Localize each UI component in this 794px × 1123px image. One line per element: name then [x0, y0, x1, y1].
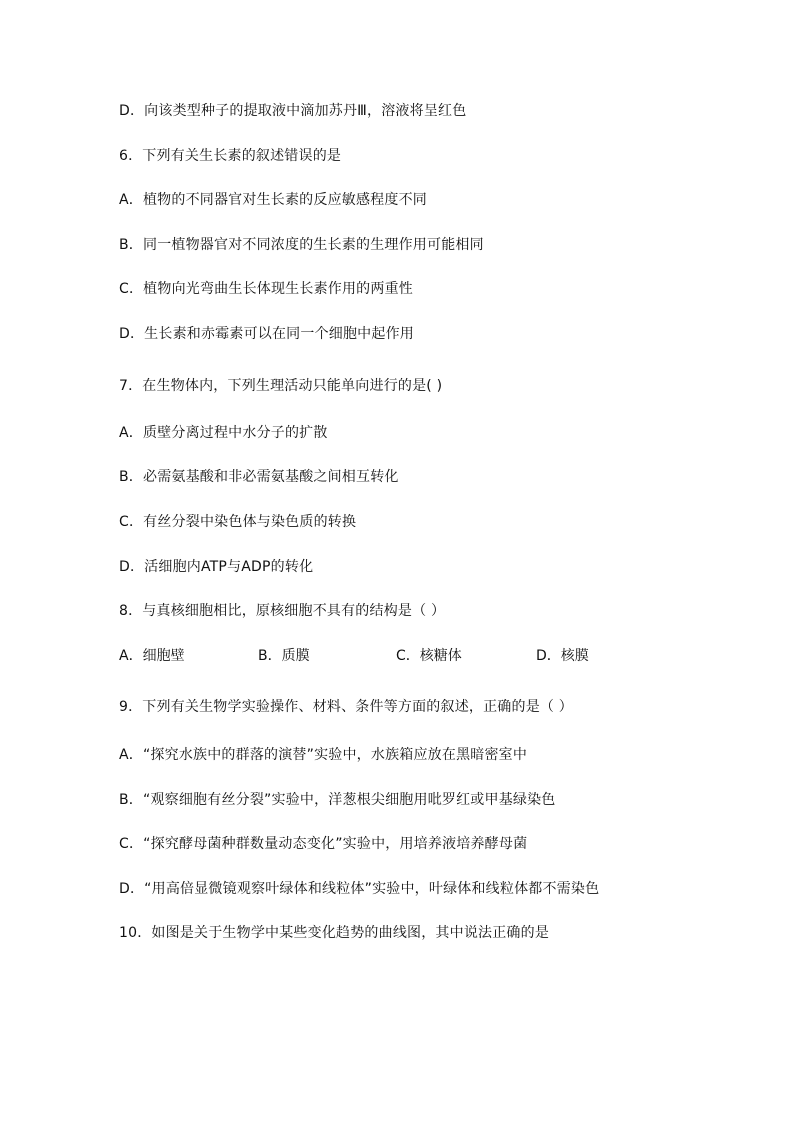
q8-option-c: C．核糖体 [396, 648, 462, 664]
q10-stem: 10．如图是关于生物学中某些变化趋势的曲线图，其中说法正确的是 [119, 925, 550, 941]
q8-option-d: D．核膜 [536, 648, 589, 664]
q7-option-a: A．质壁分离过程中水分子的扩散 [119, 425, 328, 441]
q7-option-c: C．有丝分裂中染色体与染色质的转换 [119, 514, 357, 530]
q9-stem: 9．下列有关生物学实验操作、材料、条件等方面的叙述，正确的是（ ） [119, 699, 573, 715]
q6-option-d: D．生长素和赤霉素可以在同一个细胞中起作用 [119, 326, 414, 342]
q8-stem: 8．与真核细胞相比，原核细胞不具有的结构是（ ） [119, 603, 446, 619]
q7-stem: 7．在生物体内，下列生理活动只能单向进行的是( ) [119, 378, 443, 394]
q9-option-c: C．“探究酵母菌种群数量动态变化”实验中，用培养液培养酵母菌 [119, 836, 528, 852]
q6-option-a: A．植物的不同器官对生长素的反应敏感程度不同 [119, 192, 427, 208]
q5-option-d: D．向该类型种子的提取液中滴加苏丹Ⅲ，溶液将呈红色 [119, 103, 467, 119]
q7-option-b: B．必需氨基酸和非必需氨基酸之间相互转化 [119, 469, 399, 485]
q8-options-row [119, 646, 679, 666]
q6-stem: 6．下列有关生长素的叙述错误的是 [119, 148, 342, 164]
q6-option-c: C．植物向光弯曲生长体现生长素作用的两重性 [119, 281, 413, 297]
q9-option-b: B．“观察细胞有丝分裂”实验中，洋葱根尖细胞用吡罗红或甲基绿染色 [119, 792, 556, 808]
q9-option-a: A．“探究水族中的群落的演替”实验中，水族箱应放在黑暗密室中 [119, 747, 528, 763]
q8-option-a: A．细胞壁 [119, 648, 185, 664]
q9-option-d: D．“用高倍显微镜观察叶绿体和线粒体”实验中，叶绿体和线粒体都不需染色 [119, 881, 600, 897]
q7-option-d: D．活细胞内ATP与ADP的转化 [119, 559, 314, 575]
q6-option-b: B．同一植物器官对不同浓度的生长素的生理作用可能相同 [119, 237, 484, 253]
q8-option-b: B．质膜 [258, 648, 310, 664]
